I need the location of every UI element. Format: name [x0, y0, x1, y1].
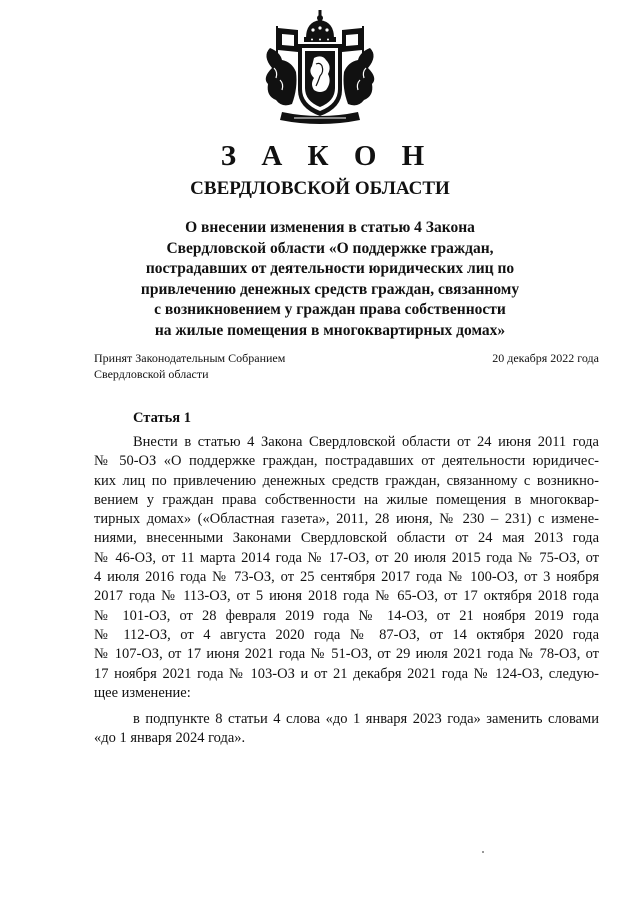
article-line: щее изменение: — [94, 684, 191, 701]
adopted-by-line: Принят Законодательным Собранием — [94, 351, 286, 365]
amendment-line: в подпункте 8 статьи 4 слова «до 1 января 2023 года» заменить словами — [133, 711, 599, 728]
subject-line: с возникновением у граждан права собственности — [154, 301, 506, 318]
article-line: ких лиц по привлечению денежных средств граждан, связанному с возникно- — [94, 472, 599, 489]
article-line: тирных домах» («Областная газета», 2011, 28 июня, № 230 – 231) с измене- — [94, 511, 599, 528]
article-line: № 107-ОЗ, от 17 июня 2021 года № 51-ОЗ, от 29 июля 2021 года № 78-ОЗ, от — [94, 646, 599, 663]
article-line: № 50-ОЗ «О поддержке граждан, пострадавших от деятельности юридичес- — [94, 453, 599, 470]
amendment-line: «до 1 января 2024 года». — [94, 730, 246, 747]
subject-line: привлечению денежных средств граждан, связанному — [140, 280, 520, 298]
adoption-date: 20 декабря 2022 года — [492, 351, 599, 365]
coat-of-arms-icon — [252, 8, 388, 130]
article-line: Внести в статью 4 Закона Свердловской области от 24 июня 2011 года — [133, 434, 599, 450]
subject-line: на жилые помещения в многоквартирных домах» — [154, 321, 506, 339]
law-subject — [110, 218, 550, 341]
amendment — [94, 710, 599, 749]
article-line: 2017 года № 113-ОЗ, от 5 июня 2018 года № 65-ОЗ, от 17 октября 2018 года — [94, 588, 599, 605]
law-title: З А К О Н — [220, 140, 434, 172]
scan-speck — [482, 851, 484, 853]
article-line: 4 июля 2016 года № 73-ОЗ, от 25 сентября 2017 года № 100-ОЗ, от 3 ноября — [94, 569, 599, 586]
article-line: 17 ноября 2021 года № 103-ОЗ и от 21 декабря 2021 года № 124-ОЗ, следую- — [94, 665, 599, 682]
law-region: СВЕРДЛОВСКОЙ ОБЛАСТИ — [190, 178, 450, 199]
article-line: вением у граждан права собственности на жилые помещения в многоквар- — [94, 491, 599, 508]
article-line: № 46-ОЗ, от 11 марта 2014 года № 17-ОЗ, от 20 июля 2015 года № 75-ОЗ, от — [94, 549, 599, 566]
adopted-by-line: Свердловской области — [94, 367, 209, 381]
subject-line: О внесении изменения в статью 4 Закона — [185, 219, 475, 236]
subject-line: Свердловской области «О поддержке граждан, — [166, 239, 494, 257]
article-line: ниями, внесенными Законами Свердловской области от 24 мая 2013 года — [94, 530, 599, 547]
adopted-by — [94, 350, 285, 382]
article-line: № 112-ОЗ, от 4 августа 2020 года № 87-ОЗ, от 14 октября 2020 года — [94, 626, 599, 643]
article-body — [94, 433, 599, 749]
subject-line: пострадавших от деятельности юридических лиц по — [145, 260, 515, 277]
article-heading: Статья 1 — [133, 410, 191, 426]
article-line: № 101-ОЗ, от 28 февраля 2019 года № 14-ОЗ, от 21 ноября 2019 года — [94, 607, 599, 624]
